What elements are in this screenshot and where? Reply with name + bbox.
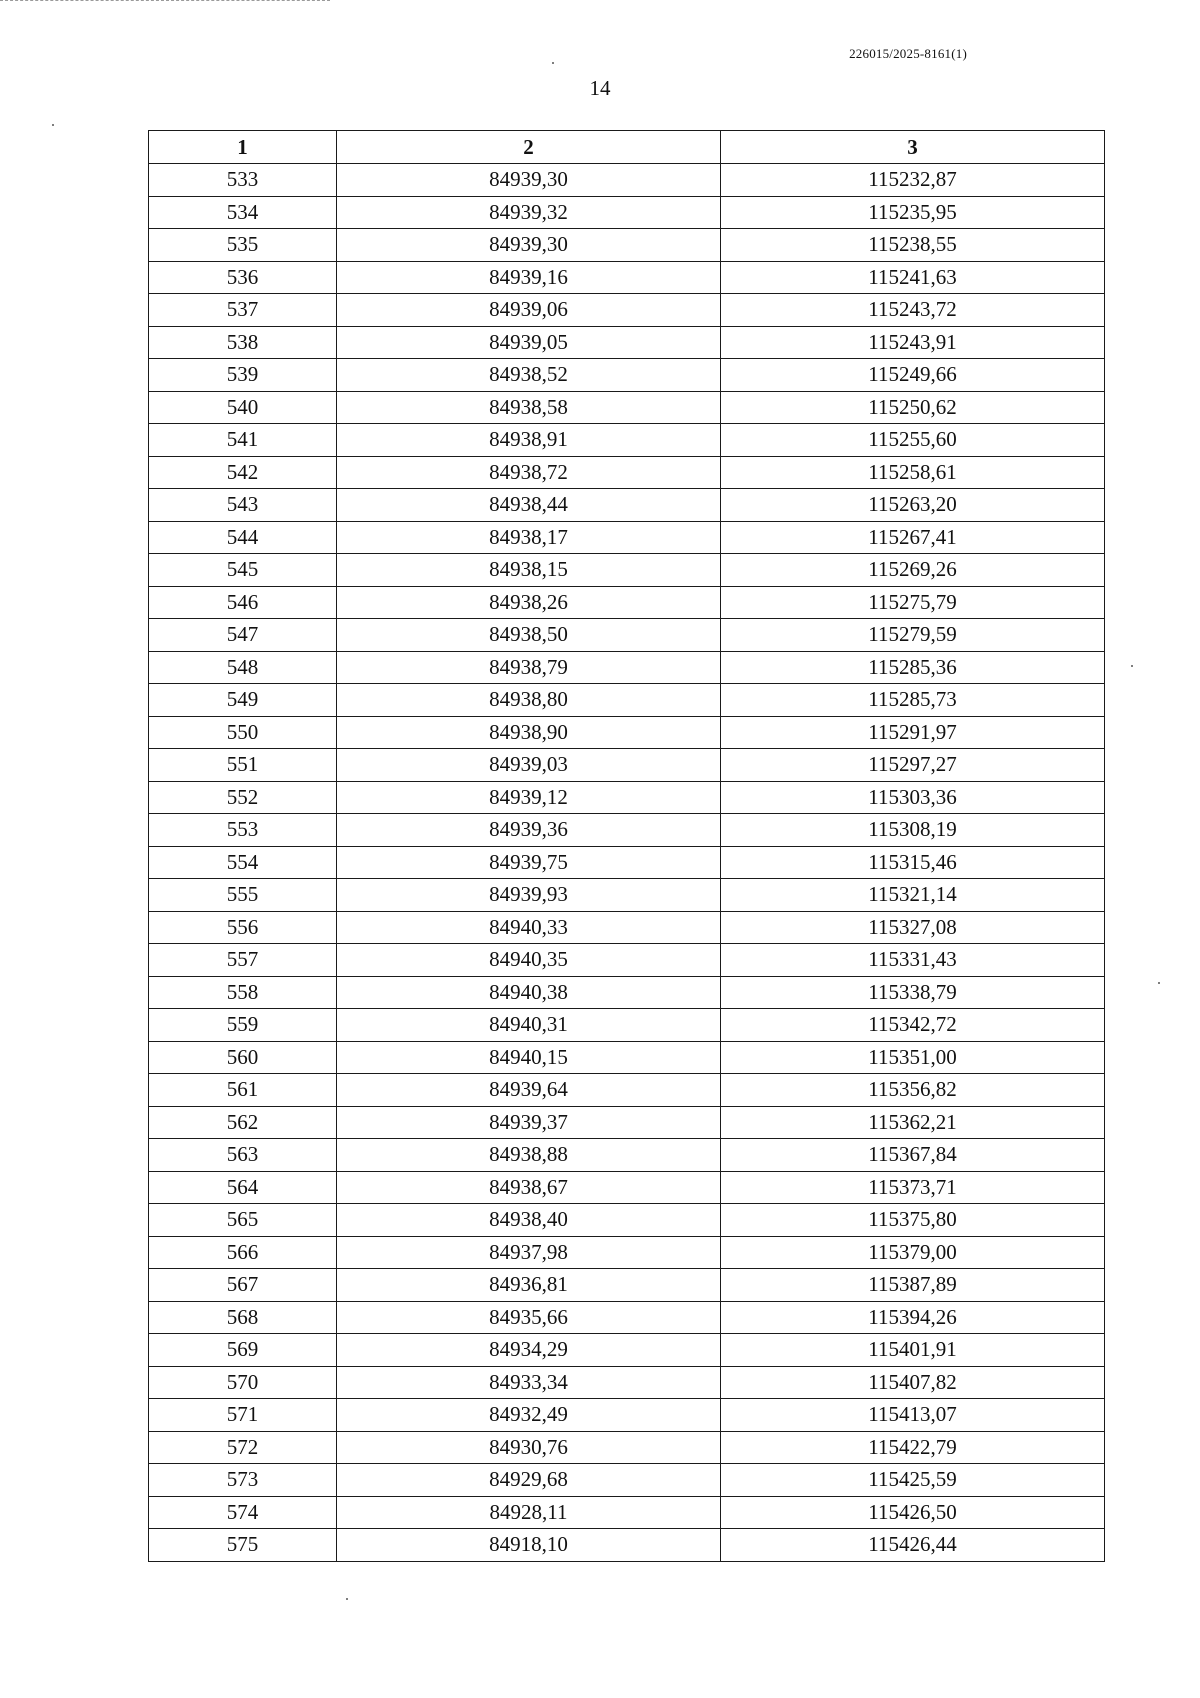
x-coordinate-cell: 84938,80 [337, 684, 721, 717]
table-row [149, 229, 1105, 262]
y-coordinate-cell: 115425,59 [721, 1464, 1105, 1497]
x-coordinate-cell: 84936,81 [337, 1269, 721, 1302]
point-number-cell: 552 [149, 781, 337, 814]
x-coordinate-cell: 84932,49 [337, 1399, 721, 1432]
point-number-cell: 542 [149, 456, 337, 489]
table-row [149, 1171, 1105, 1204]
document-number: 226015/2025-8161(1) [849, 46, 967, 61]
point-number-cell: 550 [149, 716, 337, 749]
table-row [149, 619, 1105, 652]
y-coordinate-cell: 115394,26 [721, 1301, 1105, 1334]
y-coordinate-cell: 115315,46 [721, 846, 1105, 879]
y-coordinate-cell: 115379,00 [721, 1236, 1105, 1269]
x-coordinate-cell: 84940,31 [337, 1009, 721, 1042]
table-row [149, 1236, 1105, 1269]
point-number-cell: 567 [149, 1269, 337, 1302]
point-number-cell: 549 [149, 684, 337, 717]
x-coordinate-cell: 84939,32 [337, 196, 721, 229]
x-coordinate-cell: 84934,29 [337, 1334, 721, 1367]
y-coordinate-cell: 115356,82 [721, 1074, 1105, 1107]
y-coordinate-cell: 115303,36 [721, 781, 1105, 814]
x-coordinate-cell: 84918,10 [337, 1529, 721, 1562]
x-coordinate-cell: 84938,67 [337, 1171, 721, 1204]
x-coordinate-cell: 84939,37 [337, 1106, 721, 1139]
y-coordinate-cell: 115279,59 [721, 619, 1105, 652]
table-row [149, 294, 1105, 327]
x-coordinate-cell: 84939,30 [337, 164, 721, 197]
table-body [149, 164, 1105, 1562]
y-coordinate-cell: 115235,95 [721, 196, 1105, 229]
x-coordinate-cell: 84937,98 [337, 1236, 721, 1269]
y-coordinate-cell: 115426,50 [721, 1496, 1105, 1529]
y-coordinate-cell: 115267,41 [721, 521, 1105, 554]
table-header-row [149, 131, 1105, 164]
point-number-cell: 547 [149, 619, 337, 652]
table-row [149, 911, 1105, 944]
point-number-cell: 572 [149, 1431, 337, 1464]
point-number-cell: 570 [149, 1366, 337, 1399]
x-coordinate-cell: 84939,93 [337, 879, 721, 912]
scan-speck [552, 62, 554, 64]
table-row [149, 1106, 1105, 1139]
scan-speck [1131, 665, 1133, 667]
column-header-1: 1 [149, 131, 337, 164]
y-coordinate-cell: 115243,91 [721, 326, 1105, 359]
x-coordinate-cell: 84940,33 [337, 911, 721, 944]
point-number-cell: 539 [149, 359, 337, 392]
y-coordinate-cell: 115285,36 [721, 651, 1105, 684]
point-number-cell: 569 [149, 1334, 337, 1367]
y-coordinate-cell: 115338,79 [721, 976, 1105, 1009]
point-number-cell: 562 [149, 1106, 337, 1139]
table-row [149, 164, 1105, 197]
point-number-cell: 568 [149, 1301, 337, 1334]
table-row [149, 879, 1105, 912]
page-number: 14 [589, 76, 611, 100]
x-coordinate-cell: 84939,03 [337, 749, 721, 782]
table-row [149, 976, 1105, 1009]
y-coordinate-cell: 115331,43 [721, 944, 1105, 977]
y-coordinate-cell: 115255,60 [721, 424, 1105, 457]
point-number-cell: 533 [149, 164, 337, 197]
y-coordinate-cell: 115249,66 [721, 359, 1105, 392]
y-coordinate-cell: 115407,82 [721, 1366, 1105, 1399]
table-row [149, 554, 1105, 587]
table-row [149, 326, 1105, 359]
table-row [149, 846, 1105, 879]
scan-edge-mark [0, 0, 330, 3]
point-number-cell: 548 [149, 651, 337, 684]
table-row [149, 1431, 1105, 1464]
x-coordinate-cell: 84938,79 [337, 651, 721, 684]
y-coordinate-cell: 115258,61 [721, 456, 1105, 489]
point-number-cell: 535 [149, 229, 337, 262]
point-number-cell: 563 [149, 1139, 337, 1172]
x-coordinate-cell: 84938,26 [337, 586, 721, 619]
x-coordinate-cell: 84938,90 [337, 716, 721, 749]
table-row [149, 651, 1105, 684]
y-coordinate-cell: 115243,72 [721, 294, 1105, 327]
y-coordinate-cell: 115297,27 [721, 749, 1105, 782]
scan-speck [52, 124, 54, 126]
x-coordinate-cell: 84939,64 [337, 1074, 721, 1107]
y-coordinate-cell: 115238,55 [721, 229, 1105, 262]
point-number-cell: 551 [149, 749, 337, 782]
x-coordinate-cell: 84938,17 [337, 521, 721, 554]
point-number-cell: 560 [149, 1041, 337, 1074]
table-row [149, 814, 1105, 847]
table-row [149, 424, 1105, 457]
y-coordinate-cell: 115351,00 [721, 1041, 1105, 1074]
x-coordinate-cell: 84940,15 [337, 1041, 721, 1074]
point-number-cell: 573 [149, 1464, 337, 1497]
point-number-cell: 564 [149, 1171, 337, 1204]
y-coordinate-cell: 115275,79 [721, 586, 1105, 619]
x-coordinate-cell: 84938,58 [337, 391, 721, 424]
table-row [149, 1301, 1105, 1334]
point-number-cell: 544 [149, 521, 337, 554]
coordinates-table-container [148, 130, 1104, 1562]
y-coordinate-cell: 115250,62 [721, 391, 1105, 424]
x-coordinate-cell: 84940,35 [337, 944, 721, 977]
point-number-cell: 540 [149, 391, 337, 424]
point-number-cell: 571 [149, 1399, 337, 1432]
point-number-cell: 541 [149, 424, 337, 457]
y-coordinate-cell: 115308,19 [721, 814, 1105, 847]
x-coordinate-cell: 84939,05 [337, 326, 721, 359]
point-number-cell: 574 [149, 1496, 337, 1529]
x-coordinate-cell: 84938,52 [337, 359, 721, 392]
x-coordinate-cell: 84928,11 [337, 1496, 721, 1529]
x-coordinate-cell: 84938,88 [337, 1139, 721, 1172]
y-coordinate-cell: 115401,91 [721, 1334, 1105, 1367]
x-coordinate-cell: 84938,91 [337, 424, 721, 457]
point-number-cell: 537 [149, 294, 337, 327]
point-number-cell: 556 [149, 911, 337, 944]
x-coordinate-cell: 84939,12 [337, 781, 721, 814]
x-coordinate-cell: 84939,30 [337, 229, 721, 262]
table-row [149, 1366, 1105, 1399]
table-row [149, 1204, 1105, 1237]
table-row [149, 1399, 1105, 1432]
table-row [149, 489, 1105, 522]
x-coordinate-cell: 84939,16 [337, 261, 721, 294]
y-coordinate-cell: 115269,26 [721, 554, 1105, 587]
point-number-cell: 561 [149, 1074, 337, 1107]
y-coordinate-cell: 115241,63 [721, 261, 1105, 294]
x-coordinate-cell: 84939,75 [337, 846, 721, 879]
y-coordinate-cell: 115426,44 [721, 1529, 1105, 1562]
table-row [149, 1529, 1105, 1562]
x-coordinate-cell: 84940,38 [337, 976, 721, 1009]
table-row [149, 716, 1105, 749]
y-coordinate-cell: 115362,21 [721, 1106, 1105, 1139]
point-number-cell: 536 [149, 261, 337, 294]
table-row [149, 261, 1105, 294]
table-row [149, 944, 1105, 977]
y-coordinate-cell: 115285,73 [721, 684, 1105, 717]
x-coordinate-cell: 84938,72 [337, 456, 721, 489]
y-coordinate-cell: 115422,79 [721, 1431, 1105, 1464]
y-coordinate-cell: 115327,08 [721, 911, 1105, 944]
table-row [149, 456, 1105, 489]
point-number-cell: 558 [149, 976, 337, 1009]
point-number-cell: 546 [149, 586, 337, 619]
table-row [149, 1334, 1105, 1367]
y-coordinate-cell: 115263,20 [721, 489, 1105, 522]
point-number-cell: 543 [149, 489, 337, 522]
table-row [149, 684, 1105, 717]
table-row [149, 1074, 1105, 1107]
point-number-cell: 566 [149, 1236, 337, 1269]
point-number-cell: 555 [149, 879, 337, 912]
point-number-cell: 534 [149, 196, 337, 229]
x-coordinate-cell: 84938,15 [337, 554, 721, 587]
table-row [149, 359, 1105, 392]
scan-speck [1158, 982, 1160, 984]
x-coordinate-cell: 84933,34 [337, 1366, 721, 1399]
table-row [149, 196, 1105, 229]
column-header-2: 2 [337, 131, 721, 164]
table-row [149, 586, 1105, 619]
x-coordinate-cell: 84929,68 [337, 1464, 721, 1497]
y-coordinate-cell: 115291,97 [721, 716, 1105, 749]
y-coordinate-cell: 115387,89 [721, 1269, 1105, 1302]
table-row [149, 391, 1105, 424]
x-coordinate-cell: 84938,50 [337, 619, 721, 652]
point-number-cell: 559 [149, 1009, 337, 1042]
x-coordinate-cell: 84930,76 [337, 1431, 721, 1464]
x-coordinate-cell: 84938,44 [337, 489, 721, 522]
y-coordinate-cell: 115373,71 [721, 1171, 1105, 1204]
point-number-cell: 538 [149, 326, 337, 359]
x-coordinate-cell: 84939,06 [337, 294, 721, 327]
table-row [149, 781, 1105, 814]
point-number-cell: 557 [149, 944, 337, 977]
y-coordinate-cell: 115321,14 [721, 879, 1105, 912]
table-row [149, 1041, 1105, 1074]
y-coordinate-cell: 115342,72 [721, 1009, 1105, 1042]
table-row [149, 1009, 1105, 1042]
table-row [149, 1269, 1105, 1302]
table-row [149, 749, 1105, 782]
column-header-3: 3 [721, 131, 1105, 164]
y-coordinate-cell: 115413,07 [721, 1399, 1105, 1432]
y-coordinate-cell: 115367,84 [721, 1139, 1105, 1172]
table-row [149, 1139, 1105, 1172]
point-number-cell: 554 [149, 846, 337, 879]
table-row [149, 1496, 1105, 1529]
x-coordinate-cell: 84935,66 [337, 1301, 721, 1334]
x-coordinate-cell: 84938,40 [337, 1204, 721, 1237]
point-number-cell: 565 [149, 1204, 337, 1237]
point-number-cell: 575 [149, 1529, 337, 1562]
point-number-cell: 545 [149, 554, 337, 587]
y-coordinate-cell: 115375,80 [721, 1204, 1105, 1237]
coordinates-table [148, 130, 1105, 1562]
table-row [149, 1464, 1105, 1497]
table-row [149, 521, 1105, 554]
point-number-cell: 553 [149, 814, 337, 847]
y-coordinate-cell: 115232,87 [721, 164, 1105, 197]
scan-speck [346, 1598, 348, 1600]
x-coordinate-cell: 84939,36 [337, 814, 721, 847]
